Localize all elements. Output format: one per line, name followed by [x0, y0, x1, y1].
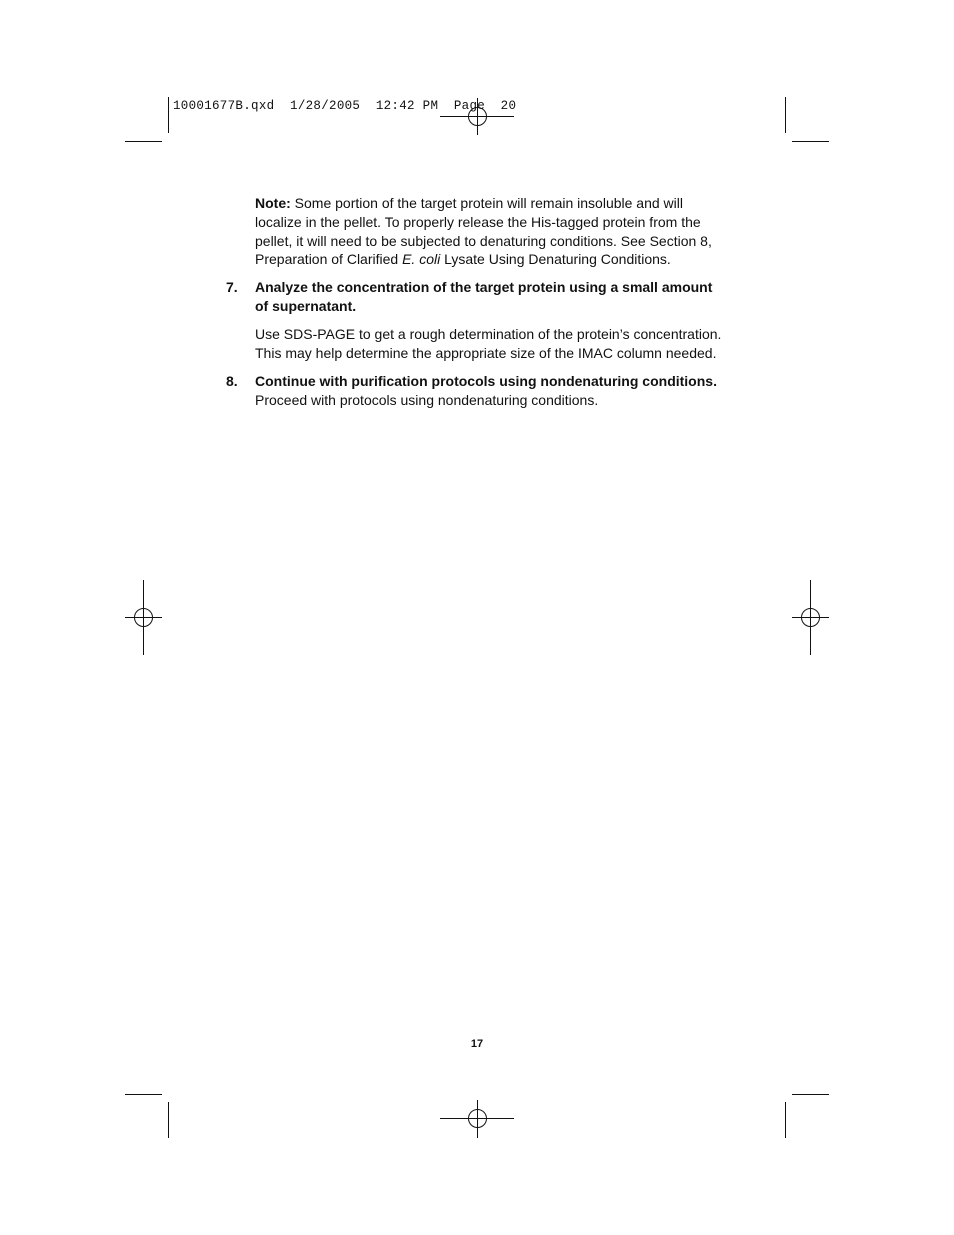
step-heading: Analyze the concentration of the target protein using a small amount of supernatant. [255, 279, 713, 314]
registration-mark-bottom [440, 1100, 514, 1138]
step-description: Use SDS-PAGE to get a rough determination of the protein’s concentration. This may help determine the appropriate size of the IMAC column needed. [255, 326, 722, 361]
step-description: Proceed with protocols using nondenaturing conditions. [255, 391, 599, 408]
note-text-a: Some portion of the target protein will remain insoluble and will localize in the pellet. To properly release the His-tagged protein from the pellet, it will need to be subjected to denaturing conditions. See Section 8, Preparation of Clarified [255, 195, 712, 268]
step-8 [226, 372, 726, 410]
note-label: Note: [255, 195, 291, 211]
step-number: 7. [226, 279, 238, 295]
page-number: 17 [470, 1038, 484, 1050]
print-slug: 10001677B.qxd 1/28/2005 12:42 PM Page 20 [173, 99, 517, 113]
registration-mark-right [792, 580, 829, 655]
note-italic-text: E. coli [402, 251, 441, 268]
note-paragraph [255, 194, 725, 269]
registration-mark-left [125, 580, 162, 655]
step-heading: Continue with purification protocols using nondenaturing conditions. [255, 373, 717, 389]
step-7-description-block [226, 325, 726, 363]
step-number: 8. [226, 373, 238, 389]
note-text-b: Lysate Using Denaturing Conditions. [440, 251, 671, 268]
step-7 [226, 278, 726, 316]
